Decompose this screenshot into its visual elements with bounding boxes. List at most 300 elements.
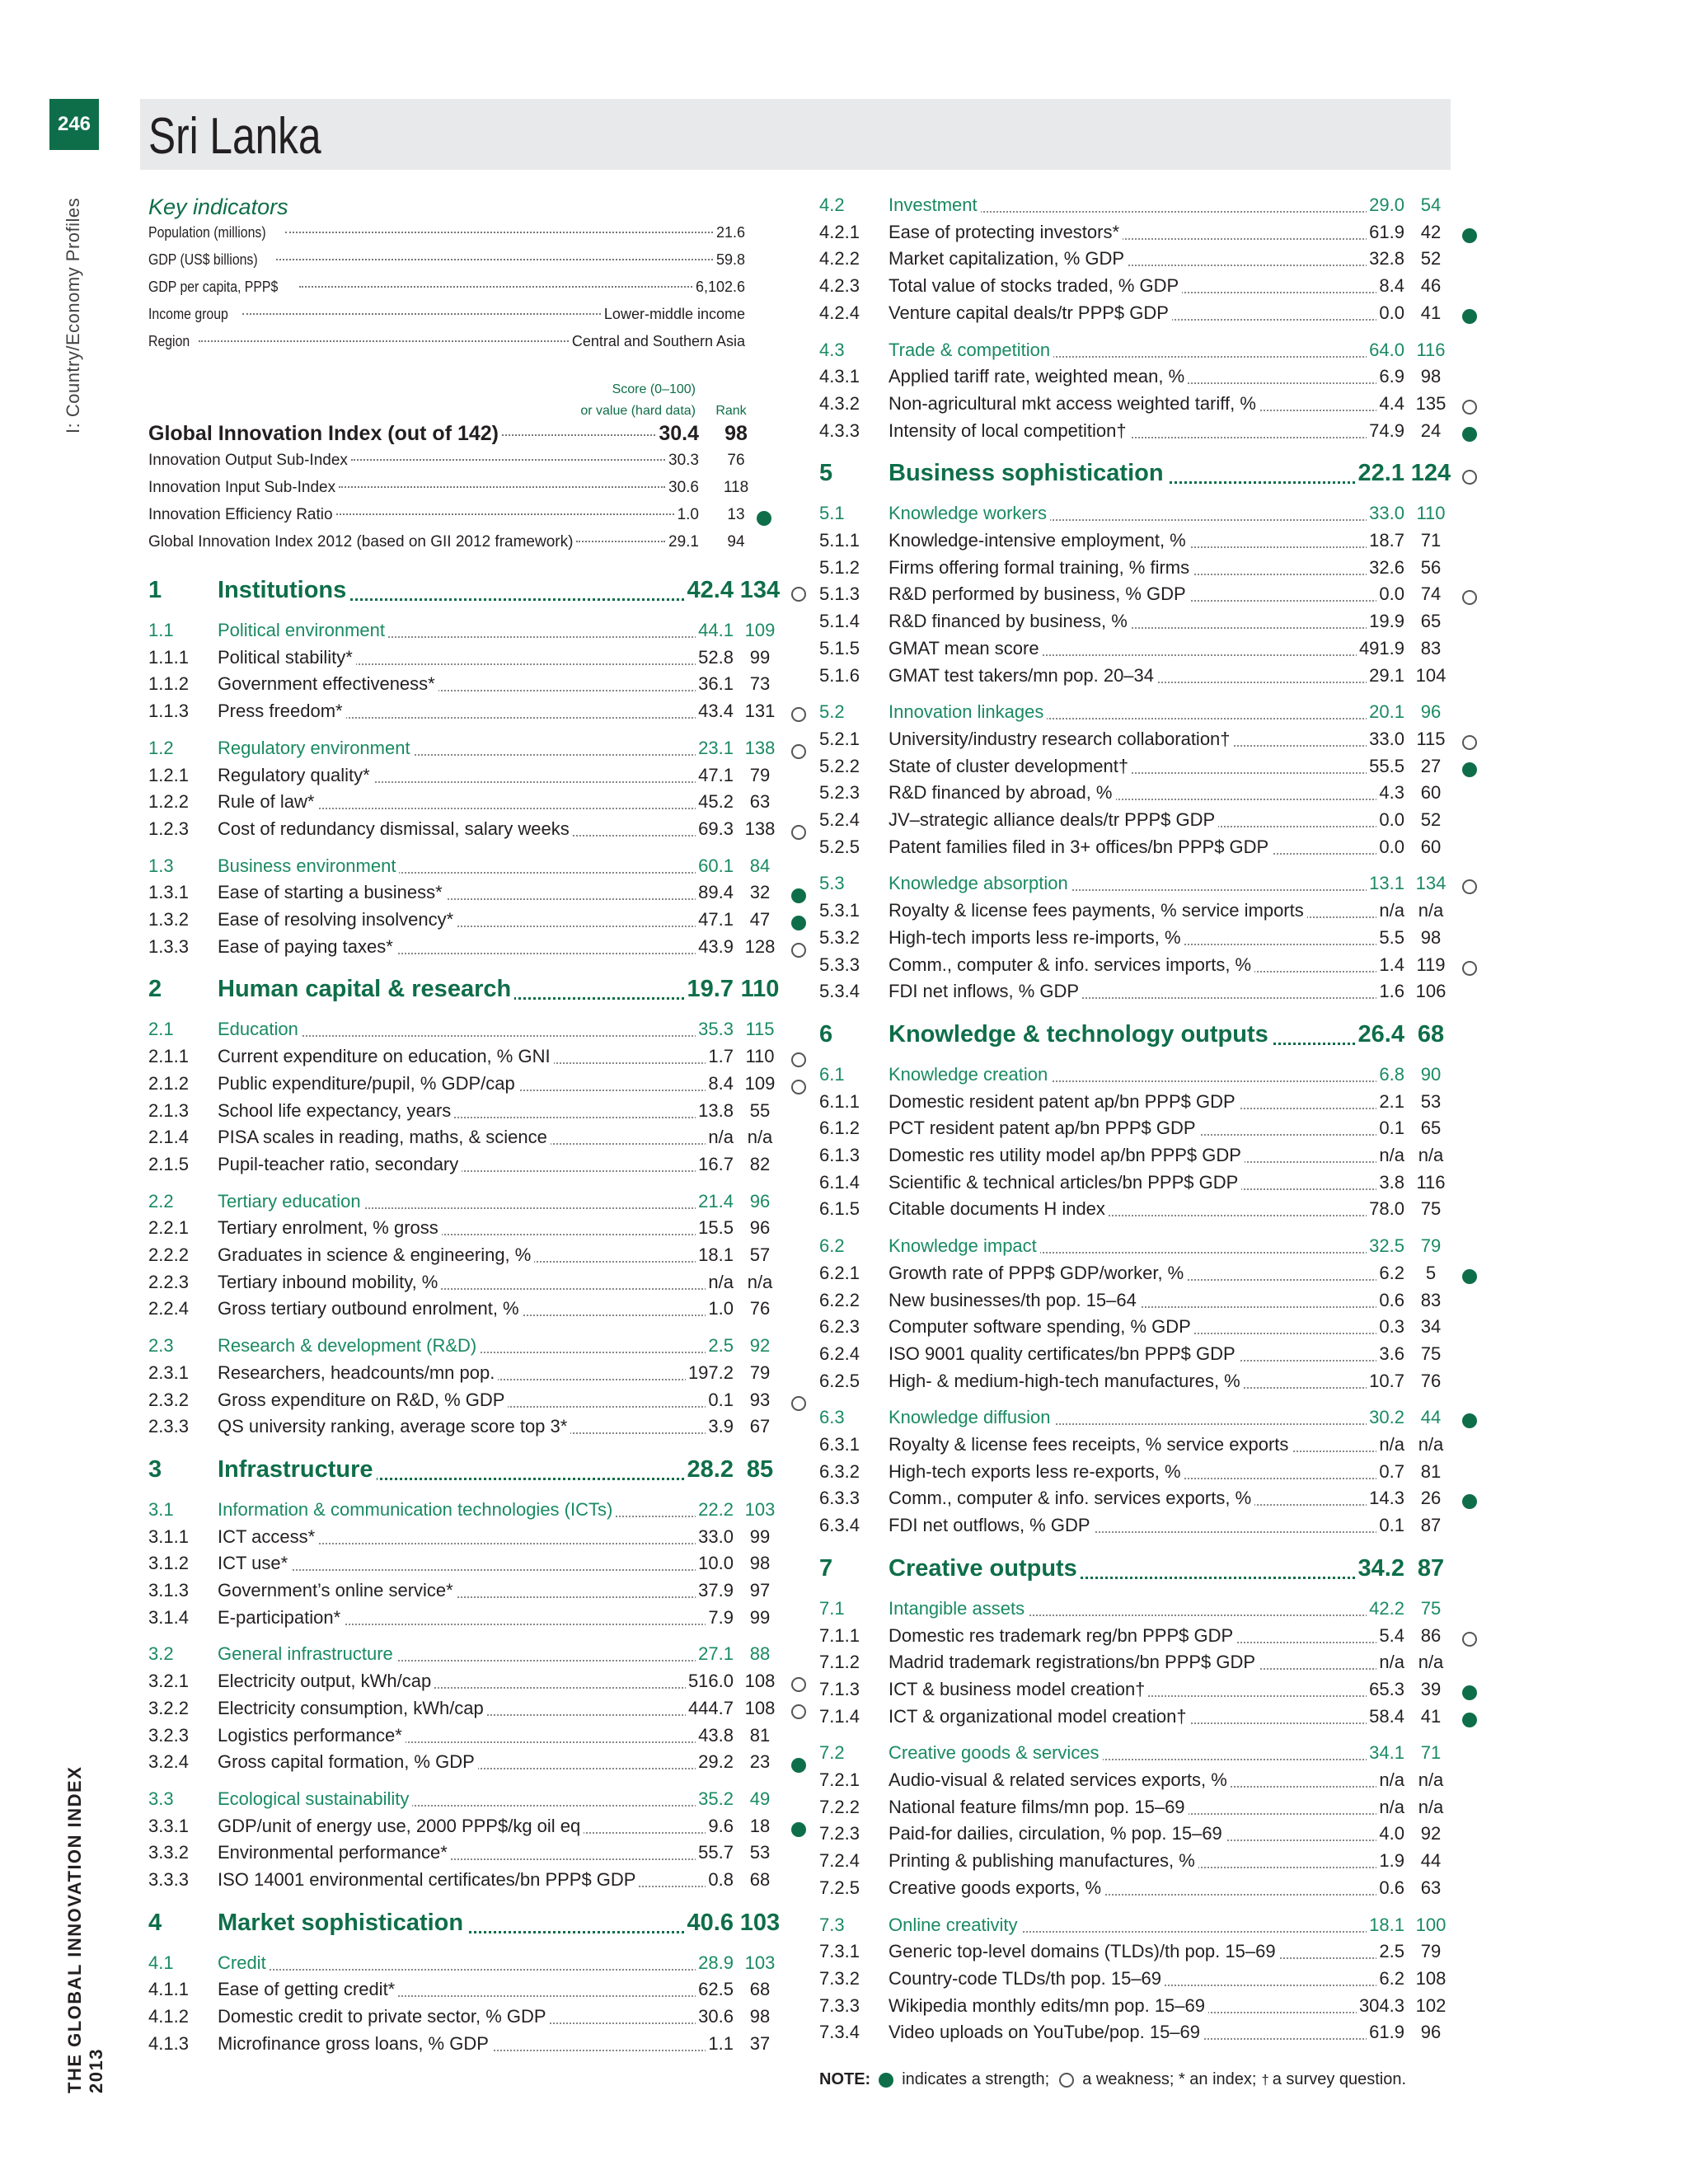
row-score: 3.6 <box>1376 1343 1404 1365</box>
strength-marker-icon <box>1462 1494 1477 1509</box>
row-code: 6.1.3 <box>819 1145 860 1165</box>
row-rank: 67 <box>749 1416 771 1437</box>
row-label: PCT resident patent ap/bn PPP$ GDP <box>889 1118 1199 1139</box>
row-rank: 49 <box>749 1788 771 1809</box>
indicator-row <box>819 665 1446 691</box>
row-label: Business sophistication <box>889 460 1167 487</box>
row-label: R&D financed by abroad, % <box>889 782 1116 804</box>
row-label: High- & medium-high-tech manufactures, % <box>889 1371 1244 1392</box>
row-code: 1.2 <box>148 737 174 758</box>
row-score: 62.5 <box>696 1979 734 2000</box>
row-rank: 98 <box>749 2006 771 2027</box>
row-label: Growth rate of PPP$ GDP/worker, % <box>889 1263 1187 1284</box>
row-label: Computer software spending, % GDP <box>889 1316 1194 1338</box>
row-code: 5.2 <box>819 701 845 723</box>
row-rank: 54 <box>1420 194 1442 215</box>
row-score: 1.7 <box>706 1046 734 1067</box>
row-label: Knowledge absorption <box>889 873 1071 894</box>
row-code: 6.2.1 <box>819 1262 860 1283</box>
row-score: 18.1 <box>1367 1915 1404 1936</box>
row-label: Venture capital deals/tr PPP$ GDP <box>889 302 1172 324</box>
row-code: 4 <box>148 1909 162 1936</box>
indicator-row <box>148 1979 775 2005</box>
row-rank: 79 <box>1420 1941 1442 1962</box>
row-score: 29.2 <box>696 1751 734 1773</box>
row-rank: 88 <box>749 1643 771 1665</box>
row-label: ICT & organizational model creation† <box>889 1706 1190 1727</box>
row-code: 3.3.2 <box>148 1842 189 1863</box>
strength-marker-icon <box>1462 1413 1477 1428</box>
sub-pillar-row <box>148 1952 775 1979</box>
row-label: Human capital & research <box>218 976 514 1003</box>
row-rank: 53 <box>749 1842 771 1863</box>
row-code: 6.1 <box>819 1063 845 1085</box>
summary-score: 29.1 <box>668 533 699 551</box>
row-score: 27.1 <box>696 1643 734 1665</box>
weakness-marker-icon <box>791 707 806 722</box>
row-rank: 44 <box>1420 1850 1442 1872</box>
row-rank: 76 <box>1420 1370 1442 1391</box>
row-code: 7.2.4 <box>819 1850 860 1872</box>
indicator-row <box>819 1091 1446 1118</box>
row-score: 1.1 <box>706 2033 734 2055</box>
indicator-row <box>148 1816 775 1842</box>
row-label: Knowledge impact <box>889 1235 1040 1257</box>
key-indicator-label: GDP (US$ billions) <box>148 251 258 268</box>
row-rank: 79 <box>1420 1235 1442 1257</box>
row-rank: 103 <box>739 1909 781 1936</box>
row-label: Paid-for dailies, circulation, % pop. 15–69 <box>889 1823 1226 1844</box>
row-code: 4.2.1 <box>819 221 860 242</box>
row-code: 5.2.2 <box>819 755 860 776</box>
row-score: 47.1 <box>696 909 734 930</box>
row-rank: 106 <box>1415 981 1447 1002</box>
row-rank: 79 <box>749 764 771 785</box>
row-rank: n/a <box>1418 1652 1444 1673</box>
summary-label: Innovation Efficiency Ratio <box>148 506 333 523</box>
row-score: 2.5 <box>706 1335 734 1357</box>
row-label: High-tech exports less re-exports, % <box>889 1461 1184 1483</box>
row-label: Scientific & technical articles/bn PPP$ GDP <box>889 1172 1241 1193</box>
key-indicator-value: 6,102.6 <box>695 279 745 295</box>
row-rank: 109 <box>744 620 776 640</box>
pillar-row <box>819 1555 1446 1582</box>
row-code: 2.3.3 <box>148 1416 189 1437</box>
indicator-row <box>819 1145 1446 1171</box>
indicator-row <box>819 729 1446 755</box>
row-rank: 124 <box>1410 460 1451 487</box>
row-rank: n/a <box>747 1127 773 1148</box>
indicator-row <box>148 1526 775 1553</box>
note-survey-text: a survey question. <box>1272 2070 1407 2088</box>
row-label: New businesses/th pop. 15–64 <box>889 1290 1140 1311</box>
indicator-row <box>148 1127 775 1153</box>
row-label: Creative goods exports, % <box>889 1877 1104 1899</box>
row-score: 0.0 <box>1376 583 1404 605</box>
row-rank: 68 <box>1417 1020 1445 1047</box>
row-rank: 76 <box>749 1298 771 1319</box>
row-rank: 115 <box>745 1019 775 1040</box>
row-code: 2.1.3 <box>148 1099 189 1121</box>
row-label: Innovation linkages <box>889 701 1047 723</box>
row-code: 6.3.3 <box>819 1488 860 1509</box>
row-score: 1.4 <box>1376 954 1404 976</box>
row-label: Environmental performance* <box>218 1842 451 1863</box>
sub-pillar-row <box>148 620 775 646</box>
row-label: Microfinance gross loans, % GDP <box>218 2033 492 2055</box>
row-rank: 115 <box>1416 728 1446 749</box>
strength-marker-icon <box>1462 427 1477 442</box>
row-rank: 96 <box>1420 701 1442 723</box>
row-label: Firms offering formal training, % firms <box>889 557 1193 579</box>
strength-marker-icon <box>1462 1713 1477 1727</box>
key-indicator-value: Central and Southern Asia <box>571 333 745 349</box>
row-rank: n/a <box>1418 1796 1444 1817</box>
sub-pillar-row <box>819 1742 1446 1769</box>
row-label: QS university ranking, average score top 3* <box>218 1416 570 1437</box>
indicator-row <box>819 1343 1446 1370</box>
row-rank: 37 <box>749 2032 771 2054</box>
row-score: 40.6 <box>685 1910 734 1937</box>
row-score: 7.9 <box>706 1607 734 1629</box>
summary-rank: 76 <box>727 452 745 469</box>
row-score: 8.4 <box>1376 275 1404 297</box>
row-rank: 82 <box>749 1153 771 1174</box>
indicator-row <box>148 647 775 673</box>
note <box>819 2070 1406 2089</box>
sub-pillar-row <box>148 738 775 764</box>
weakness-marker-icon <box>791 825 806 840</box>
row-rank: 60 <box>1420 836 1442 857</box>
row-label: Madrid trademark registrations/bn PPP$ GDP <box>889 1652 1259 1673</box>
row-score: 23.1 <box>696 738 734 759</box>
row-score: 0.1 <box>1376 1118 1404 1139</box>
indicator-row <box>148 1725 775 1751</box>
row-rank: 99 <box>749 1526 771 1547</box>
row-rank: 75 <box>1420 1343 1442 1364</box>
row-code: 3.2 <box>148 1643 174 1665</box>
row-rank: 83 <box>1420 1289 1442 1310</box>
leader-dots <box>218 1969 733 1971</box>
row-code: 6.1.2 <box>819 1118 860 1139</box>
row-rank: 41 <box>1420 1705 1442 1727</box>
indicator-row <box>148 1842 775 1868</box>
row-score: 30.6 <box>696 2006 734 2027</box>
row-label: Audio-visual & related services exports, % <box>889 1769 1231 1791</box>
row-rank: 73 <box>749 673 771 695</box>
row-code: 4.3.2 <box>819 392 860 414</box>
row-score: 304.3 <box>1357 1995 1404 2017</box>
row-label: GDP/unit of energy use, 2000 PPP$/kg oil eq <box>218 1816 584 1837</box>
strength-marker-icon <box>1462 228 1477 243</box>
row-score: 32.5 <box>1367 1235 1404 1257</box>
row-score: 35.3 <box>696 1019 734 1040</box>
row-code: 2.1 <box>148 1019 174 1040</box>
row-score: 43.4 <box>696 701 734 722</box>
row-code: 3.2.3 <box>148 1724 189 1746</box>
row-code: 5.1 <box>819 503 845 524</box>
row-score: 8.4 <box>706 1073 734 1094</box>
row-score: n/a <box>1376 1797 1404 1818</box>
summary-row <box>148 422 699 446</box>
row-rank: 138 <box>744 737 776 758</box>
key-indicator-row <box>148 251 745 276</box>
row-code: 7.1.4 <box>819 1705 860 1727</box>
row-code: 4.1.3 <box>148 2032 189 2054</box>
row-rank: 97 <box>749 1580 771 1601</box>
row-score: 55.7 <box>696 1842 734 1863</box>
row-label: ICT use* <box>218 1553 291 1574</box>
row-rank: 131 <box>744 701 776 722</box>
row-rank: 98 <box>749 1553 771 1574</box>
row-score: 16.7 <box>696 1154 734 1175</box>
indicator-row <box>148 1073 775 1099</box>
row-code: 3.3.1 <box>148 1815 189 1836</box>
row-label: High-tech imports less re-imports, % <box>889 927 1184 949</box>
row-rank: 39 <box>1420 1678 1442 1699</box>
indicator-row <box>819 583 1446 610</box>
row-label: Knowledge diffusion <box>889 1407 1054 1428</box>
weakness-marker-icon <box>791 1677 806 1692</box>
indicator-row <box>819 981 1446 1007</box>
row-code: 5.2.1 <box>819 728 860 749</box>
row-label: Intensity of local competition† <box>889 420 1130 442</box>
row-score: 37.9 <box>696 1580 734 1601</box>
indicator-row <box>819 1515 1446 1541</box>
indicator-row <box>148 818 775 845</box>
row-code: 5.1.4 <box>819 611 860 632</box>
row-label: Knowledge-intensive employment, % <box>889 530 1189 551</box>
row-score: 2.5 <box>1376 1941 1404 1962</box>
row-score: 34.2 <box>1356 1555 1404 1582</box>
row-code: 7.2.1 <box>819 1769 860 1790</box>
key-indicator-label: Region <box>148 333 190 349</box>
row-score: 28.9 <box>696 1952 734 1974</box>
row-rank: 85 <box>746 1455 774 1483</box>
indicator-row <box>819 275 1446 302</box>
row-rank: 100 <box>1415 1914 1447 1935</box>
indicator-row <box>819 1797 1446 1823</box>
row-label: Regulatory environment <box>218 738 414 759</box>
row-label: Institutions <box>218 577 349 604</box>
row-score: 0.1 <box>706 1390 734 1411</box>
sub-pillar-row <box>819 1235 1446 1262</box>
row-label: Electricity output, kWh/cap <box>218 1671 434 1692</box>
indicator-row <box>819 809 1446 836</box>
row-code: 1.1 <box>148 620 174 640</box>
key-indicator-row <box>148 279 745 303</box>
row-rank: 24 <box>1420 419 1442 441</box>
row-rank: 86 <box>1420 1624 1442 1646</box>
indicator-row <box>819 1850 1446 1877</box>
pillar-row <box>148 1909 781 1936</box>
indicator-row <box>819 1941 1446 1967</box>
page-number: 246 <box>49 99 99 150</box>
indicator-row <box>148 909 775 935</box>
weakness-marker-icon <box>1059 2073 1074 2088</box>
strength-marker-icon <box>1462 762 1477 777</box>
row-code: 2.2.3 <box>148 1271 189 1292</box>
row-rank: 63 <box>1420 1877 1442 1898</box>
row-code: 1.2.1 <box>148 764 189 785</box>
row-label: Generic top-level domains (TLDs)/th pop. 15–69 <box>889 1941 1279 1962</box>
row-label: Gross expenditure on R&D, % GDP <box>218 1390 508 1411</box>
page-title: Sri Lanka <box>148 108 321 165</box>
sub-pillar-row <box>819 194 1446 221</box>
indicator-row <box>148 1607 775 1633</box>
row-code: 3.1.3 <box>148 1580 189 1601</box>
row-code: 6.1.5 <box>819 1198 860 1220</box>
row-score: 33.0 <box>1367 503 1404 524</box>
row-label: Business environment <box>218 855 399 877</box>
leader-dots <box>242 313 601 315</box>
row-code: 7.3.3 <box>819 1994 860 2016</box>
key-indicators-title: Key indicators <box>148 194 288 219</box>
row-code: 5.1.3 <box>819 583 860 605</box>
weakness-marker-icon <box>791 1704 806 1719</box>
row-score: 0.7 <box>1376 1461 1404 1483</box>
row-label: ICT access* <box>218 1526 318 1548</box>
row-rank: 5 <box>1425 1262 1437 1283</box>
row-rank: 135 <box>1415 392 1447 414</box>
summary-label: Global Innovation Index 2012 (based on GII 2012 framework) <box>148 533 574 551</box>
row-label: Investment <box>889 194 981 216</box>
strength-marker-icon <box>791 1822 806 1837</box>
row-code: 1.2.3 <box>148 818 189 839</box>
row-rank: 75 <box>1420 1198 1442 1220</box>
row-rank: 18 <box>749 1815 771 1836</box>
row-code: 7.1.1 <box>819 1624 860 1646</box>
row-score: n/a <box>1376 1769 1404 1791</box>
row-rank: 23 <box>749 1751 771 1773</box>
indicator-row <box>819 954 1446 981</box>
summary-row <box>148 533 699 551</box>
row-label: Market capitalization, % GDP <box>889 248 1128 269</box>
row-code: 5.1.2 <box>819 556 860 578</box>
indicator-row <box>819 393 1446 419</box>
row-label: Pupil-teacher ratio, secondary <box>218 1154 462 1175</box>
row-code: 2.1.2 <box>148 1072 189 1094</box>
row-label: FDI net inflows, % GDP <box>889 981 1082 1002</box>
row-score: 6.8 <box>1376 1064 1404 1085</box>
row-label: Printing & publishing manufactures, % <box>889 1850 1198 1872</box>
row-score: 18.7 <box>1367 530 1404 551</box>
row-score: 22.2 <box>696 1499 734 1521</box>
indicator-row <box>819 2022 1446 2048</box>
row-rank: 103 <box>744 1952 776 1973</box>
sub-pillar-row <box>148 1019 775 1045</box>
sub-pillar-row <box>819 701 1446 728</box>
row-label: Royalty & license fees receipts, % service exports <box>889 1434 1292 1455</box>
sub-pillar-row <box>819 1407 1446 1433</box>
row-code: 1.2.2 <box>148 791 189 813</box>
weakness-marker-icon <box>791 744 806 759</box>
sub-pillar-row <box>819 340 1446 366</box>
row-label: R&D performed by business, % GDP <box>889 583 1189 605</box>
row-code: 6.3.1 <box>819 1434 860 1455</box>
row-label: State of cluster development† <box>889 756 1132 777</box>
key-indicator-value: 21.6 <box>715 224 745 241</box>
row-code: 5.1.5 <box>819 637 860 658</box>
note-dagger: † <box>1261 2071 1269 2088</box>
row-rank: 116 <box>1416 1171 1446 1193</box>
row-label: Creative outputs <box>889 1555 1081 1582</box>
row-rank: 90 <box>1420 1063 1442 1085</box>
indicator-row <box>819 1652 1446 1678</box>
row-rank: 92 <box>749 1335 771 1357</box>
row-score: 13.1 <box>1367 873 1404 894</box>
title-bar <box>140 99 1451 170</box>
row-code: 3.3.3 <box>148 1869 189 1890</box>
row-code: 1.1.3 <box>148 701 189 722</box>
row-code: 3.1 <box>148 1498 174 1520</box>
key-indicator-row <box>148 224 745 249</box>
leader-dots <box>502 434 655 436</box>
summary-score: 30.6 <box>668 479 699 496</box>
row-score: 1.6 <box>1376 981 1404 1002</box>
row-score: 18.1 <box>696 1244 734 1266</box>
row-rank: 98 <box>1420 366 1442 387</box>
row-label: Intangible assets <box>889 1598 1028 1619</box>
row-label: Tertiary inbound mobility, % <box>218 1272 441 1293</box>
row-label: Regulatory quality* <box>218 765 373 786</box>
row-label: GMAT mean score <box>889 638 1043 659</box>
row-code: 5.1.1 <box>819 530 860 551</box>
row-code: 5.3.2 <box>819 926 860 948</box>
row-label: Market sophistication <box>218 1910 467 1937</box>
indicator-row <box>819 638 1446 664</box>
row-label: Domestic res utility model ap/bn PPP$ GDP <box>889 1145 1245 1166</box>
row-score: 47.1 <box>696 765 734 786</box>
indicator-row <box>819 900 1446 926</box>
row-rank: 108 <box>1415 1967 1447 1989</box>
row-code: 1.3.2 <box>148 909 189 930</box>
note-label: NOTE: <box>819 2070 871 2088</box>
row-rank: 93 <box>749 1389 771 1410</box>
row-score: 20.1 <box>1367 701 1404 723</box>
row-code: 7 <box>819 1554 833 1582</box>
row-score: 0.0 <box>1376 302 1404 324</box>
row-score: 6.9 <box>1376 366 1404 387</box>
indicator-row <box>148 1046 775 1072</box>
sub-pillar-row <box>148 1499 775 1526</box>
row-code: 1.3.3 <box>148 935 189 957</box>
row-label: Government effectiveness* <box>218 673 438 695</box>
indicator-row <box>148 1154 775 1180</box>
row-code: 2.2 <box>148 1190 174 1212</box>
row-score: 9.6 <box>706 1816 734 1837</box>
row-label: Education <box>218 1019 302 1040</box>
row-rank: 79 <box>749 1361 771 1383</box>
indicator-row <box>148 1698 775 1724</box>
row-score: 4.3 <box>1376 782 1404 804</box>
row-rank: 26 <box>1420 1488 1442 1509</box>
indicator-row <box>148 1671 775 1697</box>
pillar-row <box>148 976 780 1003</box>
row-rank: 75 <box>1420 1597 1442 1619</box>
row-label: Ease of paying taxes* <box>218 936 396 958</box>
row-label: R&D financed by business, % <box>889 611 1131 632</box>
row-rank: 71 <box>1420 1742 1442 1764</box>
row-rank: n/a <box>1418 1145 1444 1165</box>
row-code: 4.2 <box>819 194 845 215</box>
row-rank: 32 <box>749 882 771 903</box>
row-label: Wikipedia monthly edits/mn pop. 15–69 <box>889 1995 1208 2017</box>
weakness-marker-icon <box>1462 400 1477 415</box>
summary-label: Global Innovation Index (out of 142) <box>148 422 499 445</box>
row-label: Electricity consumption, kWh/cap <box>218 1698 487 1719</box>
row-code: 7.1 <box>819 1597 845 1619</box>
